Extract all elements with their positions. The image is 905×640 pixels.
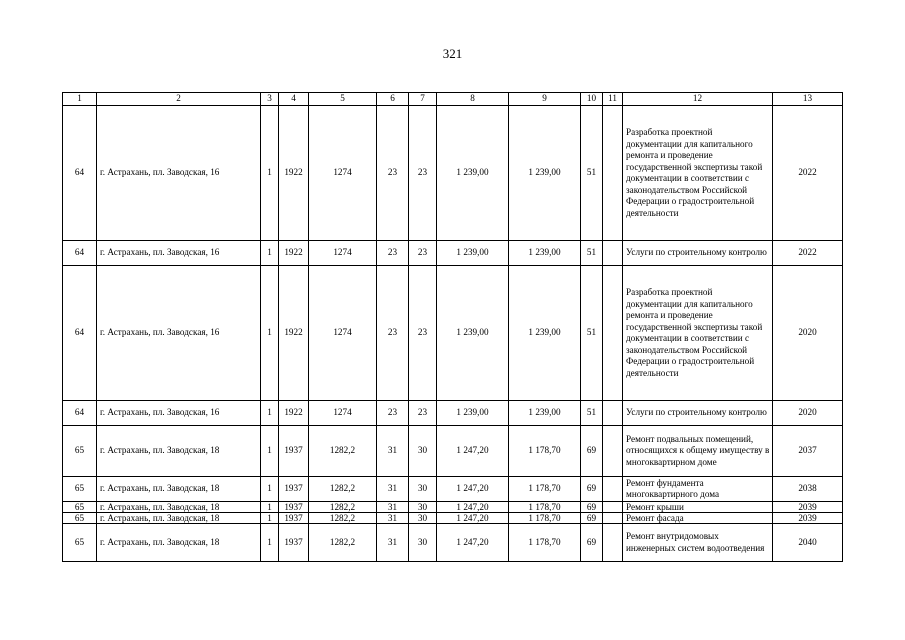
cell-area: 1282,2	[309, 513, 377, 524]
cell-col9: 1 178,70	[509, 477, 581, 502]
cell-col3: 1	[261, 513, 279, 524]
cell-col10: 69	[581, 513, 603, 524]
cell-col6: 23	[377, 266, 409, 401]
cell-col9: 1 178,70	[509, 513, 581, 524]
cell-col8: 1 239,00	[437, 241, 509, 266]
cell-work-type: Разработка проектной документации для капитального ремонта и проведение государственной экспертизы такой документации в соответствии с законодательством Российской Федерации о градостроительной деятельности	[623, 266, 773, 401]
cell-plan-year: 2022	[773, 106, 843, 241]
cell-col6: 23	[377, 106, 409, 241]
header-row	[63, 93, 843, 106]
cell-number: 65	[63, 502, 97, 513]
table-row	[63, 106, 843, 241]
cell-col9: 1 178,70	[509, 502, 581, 513]
cell-number: 65	[63, 513, 97, 524]
cell-col6: 31	[377, 524, 409, 562]
cell-col9: 1 239,00	[509, 241, 581, 266]
cell-col11	[603, 502, 623, 513]
cell-year: 1937	[279, 426, 309, 477]
cell-col10: 69	[581, 477, 603, 502]
cell-col6: 23	[377, 401, 409, 426]
cell-col8: 1 239,00	[437, 266, 509, 401]
cell-work-type: Ремонт подвальных помещений, относящихся к общему имуществу в многоквартирном доме	[623, 426, 773, 477]
table-row	[63, 426, 843, 477]
cell-number: 64	[63, 106, 97, 241]
cell-col7: 30	[409, 502, 437, 513]
cell-year: 1922	[279, 241, 309, 266]
cell-col7: 23	[409, 241, 437, 266]
cell-year: 1922	[279, 106, 309, 241]
cell-col10: 69	[581, 502, 603, 513]
col-header-3: 3	[261, 93, 279, 106]
cell-address: г. Астрахань, пл. Заводская, 18	[97, 477, 261, 502]
col-header-1: 1	[63, 93, 97, 106]
cell-col9: 1 178,70	[509, 524, 581, 562]
cell-year: 1922	[279, 266, 309, 401]
cell-address: г. Астрахань, пл. Заводская, 16	[97, 401, 261, 426]
cell-col8: 1 247,20	[437, 502, 509, 513]
cell-col10: 51	[581, 401, 603, 426]
cell-number: 64	[63, 266, 97, 401]
cell-col8: 1 247,20	[437, 426, 509, 477]
col-header-2: 2	[97, 93, 261, 106]
cell-address: г. Астрахань, пл. Заводская, 18	[97, 513, 261, 524]
cell-col6: 31	[377, 477, 409, 502]
cell-col7: 23	[409, 401, 437, 426]
cell-col3: 1	[261, 106, 279, 241]
cell-work-type: Услуги по строительному контролю	[623, 401, 773, 426]
cell-address: г. Астрахань, пл. Заводская, 16	[97, 241, 261, 266]
cell-plan-year: 2039	[773, 513, 843, 524]
cell-col6: 31	[377, 513, 409, 524]
cell-col7: 30	[409, 477, 437, 502]
cell-area: 1274	[309, 401, 377, 426]
cell-address: г. Астрахань, пл. Заводская, 18	[97, 426, 261, 477]
cell-address: г. Астрахань, пл. Заводская, 16	[97, 106, 261, 241]
cell-col8: 1 247,20	[437, 477, 509, 502]
cell-year: 1937	[279, 502, 309, 513]
cell-number: 65	[63, 477, 97, 502]
table-row	[63, 266, 843, 401]
cell-col11	[603, 401, 623, 426]
cell-col6: 23	[377, 241, 409, 266]
cell-year: 1937	[279, 524, 309, 562]
cell-work-type: Услуги по строительному контролю	[623, 241, 773, 266]
capital-repair-table	[62, 92, 843, 562]
table-row	[63, 502, 843, 513]
col-header-11: 11	[603, 93, 623, 106]
cell-address: г. Астрахань, пл. Заводская, 18	[97, 524, 261, 562]
cell-number: 64	[63, 401, 97, 426]
cell-address: г. Астрахань, пл. Заводская, 18	[97, 502, 261, 513]
cell-year: 1937	[279, 477, 309, 502]
cell-col10: 51	[581, 266, 603, 401]
cell-col8: 1 247,20	[437, 513, 509, 524]
cell-col7: 30	[409, 524, 437, 562]
cell-col6: 31	[377, 502, 409, 513]
cell-address: г. Астрахань, пл. Заводская, 16	[97, 266, 261, 401]
cell-col3: 1	[261, 426, 279, 477]
cell-plan-year: 2038	[773, 477, 843, 502]
cell-col9: 1 239,00	[509, 106, 581, 241]
cell-col9: 1 178,70	[509, 426, 581, 477]
cell-plan-year: 2037	[773, 426, 843, 477]
cell-col11	[603, 513, 623, 524]
cell-work-type: Ремонт фасада	[623, 513, 773, 524]
cell-work-type: Ремонт крыши	[623, 502, 773, 513]
cell-plan-year: 2020	[773, 266, 843, 401]
cell-area: 1274	[309, 241, 377, 266]
cell-plan-year: 2039	[773, 502, 843, 513]
cell-work-type: Ремонт фундамента многоквартирного дома	[623, 477, 773, 502]
col-header-8: 8	[437, 93, 509, 106]
cell-year: 1922	[279, 401, 309, 426]
cell-col10: 51	[581, 106, 603, 241]
cell-col3: 1	[261, 524, 279, 562]
cell-col8: 1 239,00	[437, 401, 509, 426]
table-row	[63, 513, 843, 524]
col-header-10: 10	[581, 93, 603, 106]
cell-col9: 1 239,00	[509, 266, 581, 401]
cell-area: 1274	[309, 106, 377, 241]
page-number: 321	[442, 46, 463, 61]
cell-col3: 1	[261, 477, 279, 502]
col-header-13: 13	[773, 93, 843, 106]
cell-plan-year: 2040	[773, 524, 843, 562]
table-row	[63, 477, 843, 502]
cell-plan-year: 2020	[773, 401, 843, 426]
cell-col3: 1	[261, 241, 279, 266]
col-header-12: 12	[623, 93, 773, 106]
cell-col3: 1	[261, 502, 279, 513]
col-header-7: 7	[409, 93, 437, 106]
cell-col11	[603, 241, 623, 266]
table-row	[63, 401, 843, 426]
cell-number: 64	[63, 241, 97, 266]
cell-plan-year: 2022	[773, 241, 843, 266]
cell-col11	[603, 426, 623, 477]
cell-col10: 51	[581, 241, 603, 266]
cell-work-type: Разработка проектной документации для капитального ремонта и проведение государственной экспертизы такой документации в соответствии с законодательством Российской Федерации о градостроительной деятельности	[623, 106, 773, 241]
cell-col11	[603, 106, 623, 241]
cell-area: 1274	[309, 266, 377, 401]
cell-col10: 69	[581, 426, 603, 477]
cell-col7: 30	[409, 426, 437, 477]
table-row	[63, 241, 843, 266]
cell-area: 1282,2	[309, 477, 377, 502]
table-row	[63, 524, 843, 562]
cell-area: 1282,2	[309, 426, 377, 477]
cell-col3: 1	[261, 401, 279, 426]
cell-area: 1282,2	[309, 502, 377, 513]
cell-col11	[603, 524, 623, 562]
cell-col11	[603, 477, 623, 502]
cell-col3: 1	[261, 266, 279, 401]
cell-work-type: Ремонт внутридомовых инженерных систем водоотведения	[623, 524, 773, 562]
col-header-9: 9	[509, 93, 581, 106]
cell-col6: 31	[377, 426, 409, 477]
cell-col7: 23	[409, 266, 437, 401]
col-header-6: 6	[377, 93, 409, 106]
cell-col9: 1 239,00	[509, 401, 581, 426]
cell-number: 65	[63, 426, 97, 477]
cell-col7: 30	[409, 513, 437, 524]
cell-area: 1282,2	[309, 524, 377, 562]
col-header-4: 4	[279, 93, 309, 106]
cell-number: 65	[63, 524, 97, 562]
cell-col8: 1 239,00	[437, 106, 509, 241]
cell-col10: 69	[581, 524, 603, 562]
cell-col7: 23	[409, 106, 437, 241]
col-header-5: 5	[309, 93, 377, 106]
cell-col11	[603, 266, 623, 401]
cell-col8: 1 247,20	[437, 524, 509, 562]
cell-year: 1937	[279, 513, 309, 524]
